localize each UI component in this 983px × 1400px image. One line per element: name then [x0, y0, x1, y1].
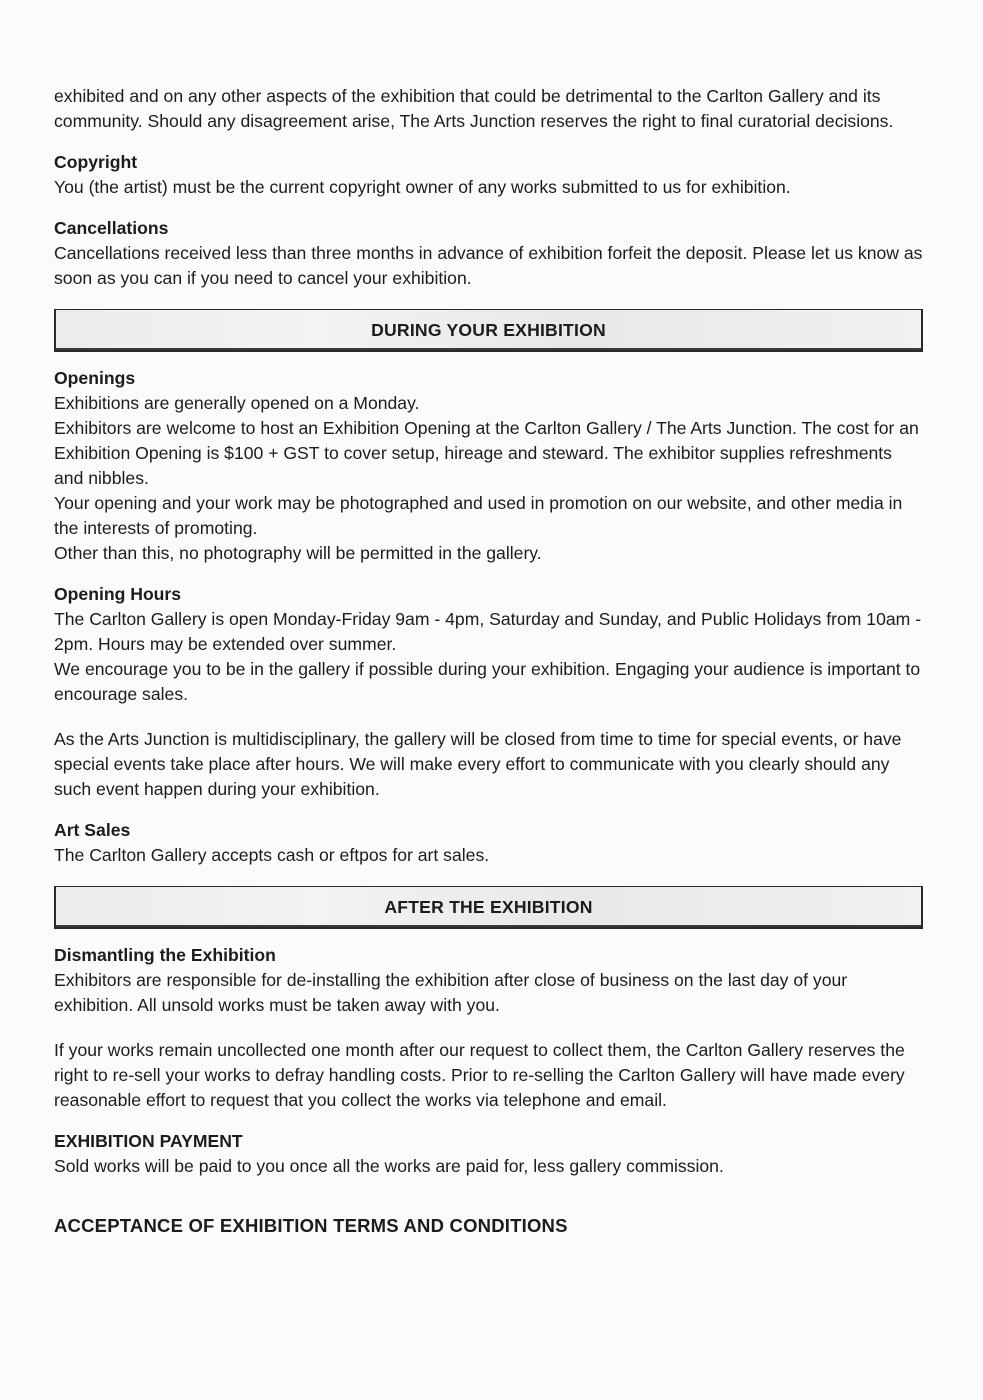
dismantling-heading: Dismantling the Exhibition — [54, 945, 276, 965]
copyright-heading: Copyright — [54, 152, 138, 172]
cancellations-text: Cancellations received less than three months in advance of exhibition forfeit the deposit. Please let us know as soon as you can if you need to cancel your exhibition. — [54, 243, 923, 288]
copyright-section — [54, 150, 923, 200]
intro-paragraph: exhibited and on any other aspects of the exhibition that could be detrimental to the Carlton Gallery and its community. Should any disagreement arise, The Arts Junction reserves the right to final curatorial decisions. — [54, 86, 894, 131]
cancellations-section — [54, 216, 923, 291]
opening-hours-line-3: As the Arts Junction is multidisciplinary, the gallery will be closed from time to time for special events, or have special events take place after hours. We will make every effort to communicate with you clearly should any such event happen during your exhibition. — [54, 729, 902, 799]
dismantling-section — [54, 943, 923, 1113]
opening-hours-line-1: The Carlton Gallery is open Monday-Friday 9am - 4pm, Saturday and Sunday, and Public Holidays from 10am - 2pm. Hours may be extended over summer. — [54, 609, 922, 654]
openings-section — [54, 366, 923, 566]
acceptance-heading: ACCEPTANCE OF EXHIBITION TERMS AND CONDITIONS — [54, 1215, 568, 1236]
dismantling-line-2: If your works remain uncollected one month after our request to collect them, the Carlton Gallery reserves the right to re-sell your works to defray handling costs. Prior to re-selling the Carlton Gallery will have made every reasonable effort to request that you collect the works via telephone and email. — [54, 1040, 905, 1110]
openings-line-3: Your opening and your work may be photographed and used in promotion on our website, and other media in the interests of promoting. — [54, 493, 903, 538]
openings-line-1: Exhibitions are generally opened on a Monday. — [54, 393, 420, 413]
opening-hours-line-2: We encourage you to be in the gallery if possible during your exhibition. Engaging your audience is important to encourage sales. — [54, 659, 921, 704]
openings-line-4: Other than this, no photography will be permitted in the gallery. — [54, 543, 542, 563]
payment-section — [54, 1129, 923, 1179]
payment-heading: EXHIBITION PAYMENT — [54, 1131, 243, 1151]
copyright-text: You (the artist) must be the current copyright owner of any works submitted to us for exhibition. — [54, 177, 791, 197]
after-exhibition-banner: AFTER THE EXHIBITION — [54, 886, 923, 929]
payment-text: Sold works will be paid to you once all the works are paid for, less gallery commission. — [54, 1156, 724, 1176]
art-sales-text: The Carlton Gallery accepts cash or eftpos for art sales. — [54, 845, 490, 865]
art-sales-heading: Art Sales — [54, 820, 131, 840]
art-sales-section — [54, 818, 923, 868]
openings-heading: Openings — [54, 368, 136, 388]
opening-hours-heading: Opening Hours — [54, 584, 182, 604]
during-exhibition-banner: DURING YOUR EXHIBITION — [54, 309, 923, 352]
dismantling-line-1: Exhibitors are responsible for de-installing the exhibition after close of business on the last day of your exhibition. All unsold works must be taken away with you. — [54, 970, 848, 1015]
cancellations-heading: Cancellations — [54, 218, 169, 238]
openings-line-2: Exhibitors are welcome to host an Exhibition Opening at the Carlton Gallery / The Arts Junction. The cost for an Exhibition Opening is $100 + GST to cover setup, hireage and steward. The exhibitor supplies refreshments and nibbles. — [54, 418, 919, 488]
opening-hours-section — [54, 582, 923, 802]
